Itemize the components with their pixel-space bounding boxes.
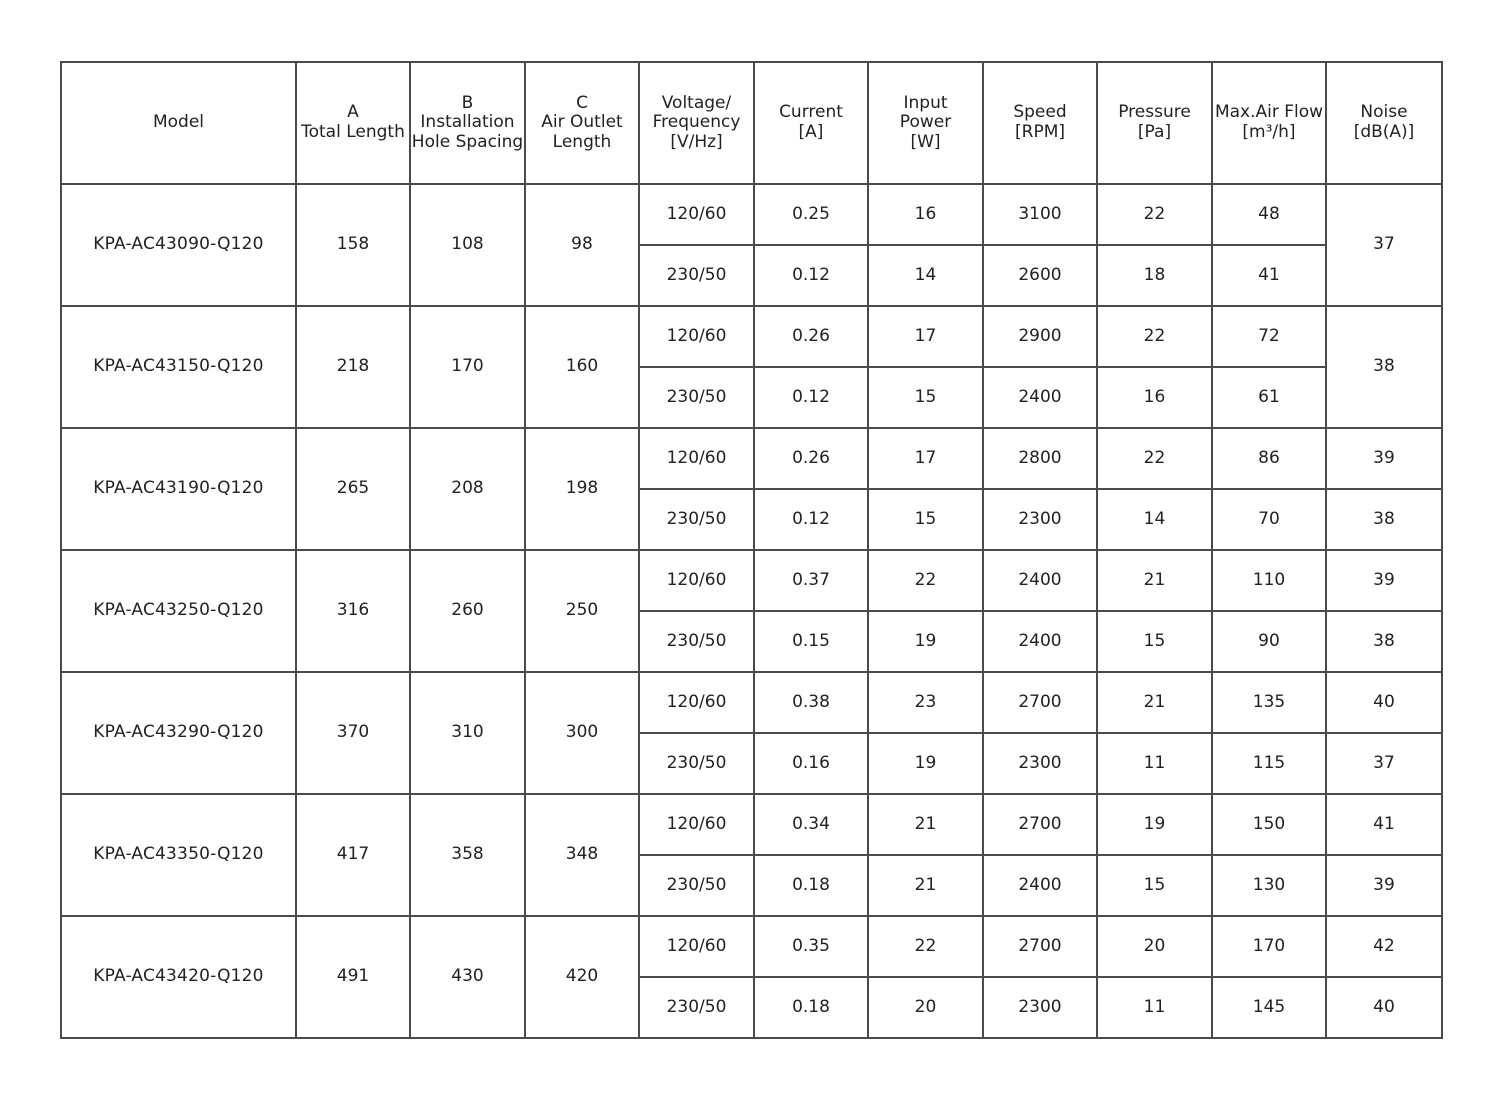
column-header-line: Voltage/ xyxy=(661,92,732,113)
input-power-cell: 14 xyxy=(868,245,983,306)
table-row xyxy=(61,916,1442,977)
speed-cell: 2700 xyxy=(983,672,1097,733)
speed-cell: 2300 xyxy=(983,489,1097,550)
current-cell: 0.12 xyxy=(754,367,868,428)
hole-spacing-cell: 430 xyxy=(410,916,525,1038)
model-cell: KPA-AC43420-Q120 xyxy=(61,916,296,1038)
air-outlet-length-cell: 160 xyxy=(525,306,639,428)
table-row xyxy=(61,184,1442,245)
hole-spacing-cell: 108 xyxy=(410,184,525,306)
hole-spacing-cell: 358 xyxy=(410,794,525,916)
column-header-line: [W] xyxy=(910,131,941,152)
column-header-line: B xyxy=(461,92,474,113)
column-header-line: Current xyxy=(779,102,843,123)
max-air-flow-cell: 135 xyxy=(1212,672,1326,733)
model-cell: KPA-AC43290-Q120 xyxy=(61,672,296,794)
speed-cell: 2900 xyxy=(983,306,1097,367)
column-header-c xyxy=(525,62,639,184)
table-row xyxy=(61,550,1442,611)
total-length-cell: 370 xyxy=(296,672,410,794)
pressure-cell: 22 xyxy=(1097,428,1212,489)
max-air-flow-cell: 61 xyxy=(1212,367,1326,428)
voltage-frequency-cell: 120/60 xyxy=(639,184,754,245)
column-header-b xyxy=(410,62,525,184)
table-row xyxy=(61,672,1442,733)
column-header-line: [RPM] xyxy=(1015,122,1065,142)
pressure-cell: 16 xyxy=(1097,367,1212,428)
pressure-cell: 11 xyxy=(1097,733,1212,794)
max-air-flow-cell: 72 xyxy=(1212,306,1326,367)
current-cell: 0.37 xyxy=(754,550,868,611)
max-air-flow-cell: 48 xyxy=(1212,184,1326,245)
column-header-power xyxy=(868,62,983,184)
column-header-line: [V/Hz] xyxy=(670,131,723,152)
total-length-cell: 417 xyxy=(296,794,410,916)
input-power-cell: 17 xyxy=(868,428,983,489)
model-cell: KPA-AC43090-Q120 xyxy=(61,184,296,306)
input-power-cell: 17 xyxy=(868,306,983,367)
pressure-cell: 18 xyxy=(1097,245,1212,306)
speed-cell: 2300 xyxy=(983,977,1097,1038)
voltage-frequency-cell: 230/50 xyxy=(639,733,754,794)
current-cell: 0.16 xyxy=(754,733,868,794)
current-cell: 0.25 xyxy=(754,184,868,245)
noise-cell: 42 xyxy=(1326,916,1442,977)
voltage-frequency-cell: 120/60 xyxy=(639,428,754,489)
max-air-flow-cell: 145 xyxy=(1212,977,1326,1038)
column-header-line: Air Outlet xyxy=(541,112,623,133)
column-header-airflow xyxy=(1212,62,1326,184)
speed-cell: 2700 xyxy=(983,916,1097,977)
column-header-line: [dB(A)] xyxy=(1353,122,1415,142)
input-power-cell: 22 xyxy=(868,916,983,977)
noise-cell: 38 xyxy=(1326,489,1442,550)
noise-cell: 37 xyxy=(1326,184,1442,306)
air-outlet-length-cell: 300 xyxy=(525,672,639,794)
input-power-cell: 21 xyxy=(868,855,983,916)
column-header-line: Total Length xyxy=(301,122,405,142)
column-header-line: [A] xyxy=(798,122,824,142)
voltage-frequency-cell: 120/60 xyxy=(639,550,754,611)
total-length-cell: 491 xyxy=(296,916,410,1038)
column-header-line: Speed xyxy=(1013,102,1067,123)
noise-cell: 40 xyxy=(1326,977,1442,1038)
current-cell: 0.12 xyxy=(754,489,868,550)
pressure-cell: 21 xyxy=(1097,672,1212,733)
column-header-line: Noise xyxy=(1360,102,1408,123)
max-air-flow-cell: 170 xyxy=(1212,916,1326,977)
input-power-cell: 19 xyxy=(868,611,983,672)
input-power-cell: 20 xyxy=(868,977,983,1038)
speed-cell: 2800 xyxy=(983,428,1097,489)
column-header-voltage xyxy=(639,62,754,184)
column-header-line: Max.Air Flow xyxy=(1214,102,1324,123)
total-length-cell: 158 xyxy=(296,184,410,306)
table-row xyxy=(61,794,1442,855)
column-header-line: Frequency xyxy=(652,112,741,133)
pressure-cell: 14 xyxy=(1097,489,1212,550)
column-header-a xyxy=(296,62,410,184)
voltage-frequency-cell: 120/60 xyxy=(639,306,754,367)
current-cell: 0.35 xyxy=(754,916,868,977)
input-power-cell: 19 xyxy=(868,733,983,794)
column-header-noise xyxy=(1326,62,1442,184)
speed-cell: 2600 xyxy=(983,245,1097,306)
total-length-cell: 316 xyxy=(296,550,410,672)
noise-cell: 41 xyxy=(1326,794,1442,855)
input-power-cell: 16 xyxy=(868,184,983,245)
column-header-model xyxy=(61,62,296,184)
noise-cell: 40 xyxy=(1326,672,1442,733)
input-power-cell: 15 xyxy=(868,489,983,550)
current-cell: 0.26 xyxy=(754,428,868,489)
speed-cell: 2700 xyxy=(983,794,1097,855)
voltage-frequency-cell: 120/60 xyxy=(639,794,754,855)
hole-spacing-cell: 170 xyxy=(410,306,525,428)
speed-cell: 2400 xyxy=(983,367,1097,428)
voltage-frequency-cell: 230/50 xyxy=(639,489,754,550)
speed-cell: 3100 xyxy=(983,184,1097,245)
model-cell: KPA-AC43350-Q120 xyxy=(61,794,296,916)
voltage-frequency-cell: 230/50 xyxy=(639,367,754,428)
column-header-line: Power xyxy=(899,112,952,133)
speed-cell: 2400 xyxy=(983,611,1097,672)
max-air-flow-cell: 115 xyxy=(1212,733,1326,794)
voltage-frequency-cell: 230/50 xyxy=(639,245,754,306)
table-header-row xyxy=(61,62,1442,184)
column-header-current xyxy=(754,62,868,184)
column-header-line: Installation xyxy=(420,112,515,133)
current-cell: 0.38 xyxy=(754,672,868,733)
current-cell: 0.15 xyxy=(754,611,868,672)
air-outlet-length-cell: 98 xyxy=(525,184,639,306)
voltage-frequency-cell: 120/60 xyxy=(639,916,754,977)
model-cell: KPA-AC43250-Q120 xyxy=(61,550,296,672)
column-header-line: Length xyxy=(552,131,612,152)
speed-cell: 2300 xyxy=(983,733,1097,794)
column-header-pressure xyxy=(1097,62,1212,184)
column-header-line: A xyxy=(347,102,359,123)
model-cell: KPA-AC43190-Q120 xyxy=(61,428,296,550)
hole-spacing-cell: 208 xyxy=(410,428,525,550)
hole-spacing-cell: 310 xyxy=(410,672,525,794)
current-cell: 0.12 xyxy=(754,245,868,306)
max-air-flow-cell: 90 xyxy=(1212,611,1326,672)
input-power-cell: 23 xyxy=(868,672,983,733)
total-length-cell: 265 xyxy=(296,428,410,550)
noise-cell: 39 xyxy=(1326,428,1442,489)
table-row xyxy=(61,428,1442,489)
pressure-cell: 22 xyxy=(1097,184,1212,245)
max-air-flow-cell: 150 xyxy=(1212,794,1326,855)
pressure-cell: 20 xyxy=(1097,916,1212,977)
current-cell: 0.18 xyxy=(754,977,868,1038)
voltage-frequency-cell: 230/50 xyxy=(639,977,754,1038)
noise-cell: 38 xyxy=(1326,611,1442,672)
table-body xyxy=(61,184,1442,1038)
air-outlet-length-cell: 348 xyxy=(525,794,639,916)
spec-table xyxy=(60,61,1443,1039)
current-cell: 0.18 xyxy=(754,855,868,916)
max-air-flow-cell: 86 xyxy=(1212,428,1326,489)
air-outlet-length-cell: 420 xyxy=(525,916,639,1038)
column-header-line: Model xyxy=(152,112,205,133)
input-power-cell: 15 xyxy=(868,367,983,428)
max-air-flow-cell: 130 xyxy=(1212,855,1326,916)
input-power-cell: 22 xyxy=(868,550,983,611)
pressure-cell: 22 xyxy=(1097,306,1212,367)
max-air-flow-cell: 70 xyxy=(1212,489,1326,550)
voltage-frequency-cell: 120/60 xyxy=(639,672,754,733)
noise-cell: 38 xyxy=(1326,306,1442,428)
column-header-speed xyxy=(983,62,1097,184)
speed-cell: 2400 xyxy=(983,550,1097,611)
noise-cell: 37 xyxy=(1326,733,1442,794)
speed-cell: 2400 xyxy=(983,855,1097,916)
table-row xyxy=(61,306,1442,367)
pressure-cell: 19 xyxy=(1097,794,1212,855)
air-outlet-length-cell: 250 xyxy=(525,550,639,672)
noise-cell: 39 xyxy=(1326,855,1442,916)
column-header-line: C xyxy=(576,92,588,113)
voltage-frequency-cell: 230/50 xyxy=(639,855,754,916)
current-cell: 0.34 xyxy=(754,794,868,855)
pressure-cell: 11 xyxy=(1097,977,1212,1038)
pressure-cell: 15 xyxy=(1097,855,1212,916)
air-outlet-length-cell: 198 xyxy=(525,428,639,550)
pressure-cell: 21 xyxy=(1097,550,1212,611)
max-air-flow-cell: 110 xyxy=(1212,550,1326,611)
model-cell: KPA-AC43150-Q120 xyxy=(61,306,296,428)
pressure-cell: 15 xyxy=(1097,611,1212,672)
noise-cell: 39 xyxy=(1326,550,1442,611)
hole-spacing-cell: 260 xyxy=(410,550,525,672)
max-air-flow-cell: 41 xyxy=(1212,245,1326,306)
column-header-line: Hole Spacing xyxy=(411,131,524,152)
column-header-line: [Pa] xyxy=(1137,122,1172,142)
input-power-cell: 21 xyxy=(868,794,983,855)
total-length-cell: 218 xyxy=(296,306,410,428)
column-header-line: [m³/h] xyxy=(1242,122,1296,142)
column-header-line: Pressure xyxy=(1118,102,1191,123)
current-cell: 0.26 xyxy=(754,306,868,367)
column-header-line: Input xyxy=(903,92,948,113)
voltage-frequency-cell: 230/50 xyxy=(639,611,754,672)
